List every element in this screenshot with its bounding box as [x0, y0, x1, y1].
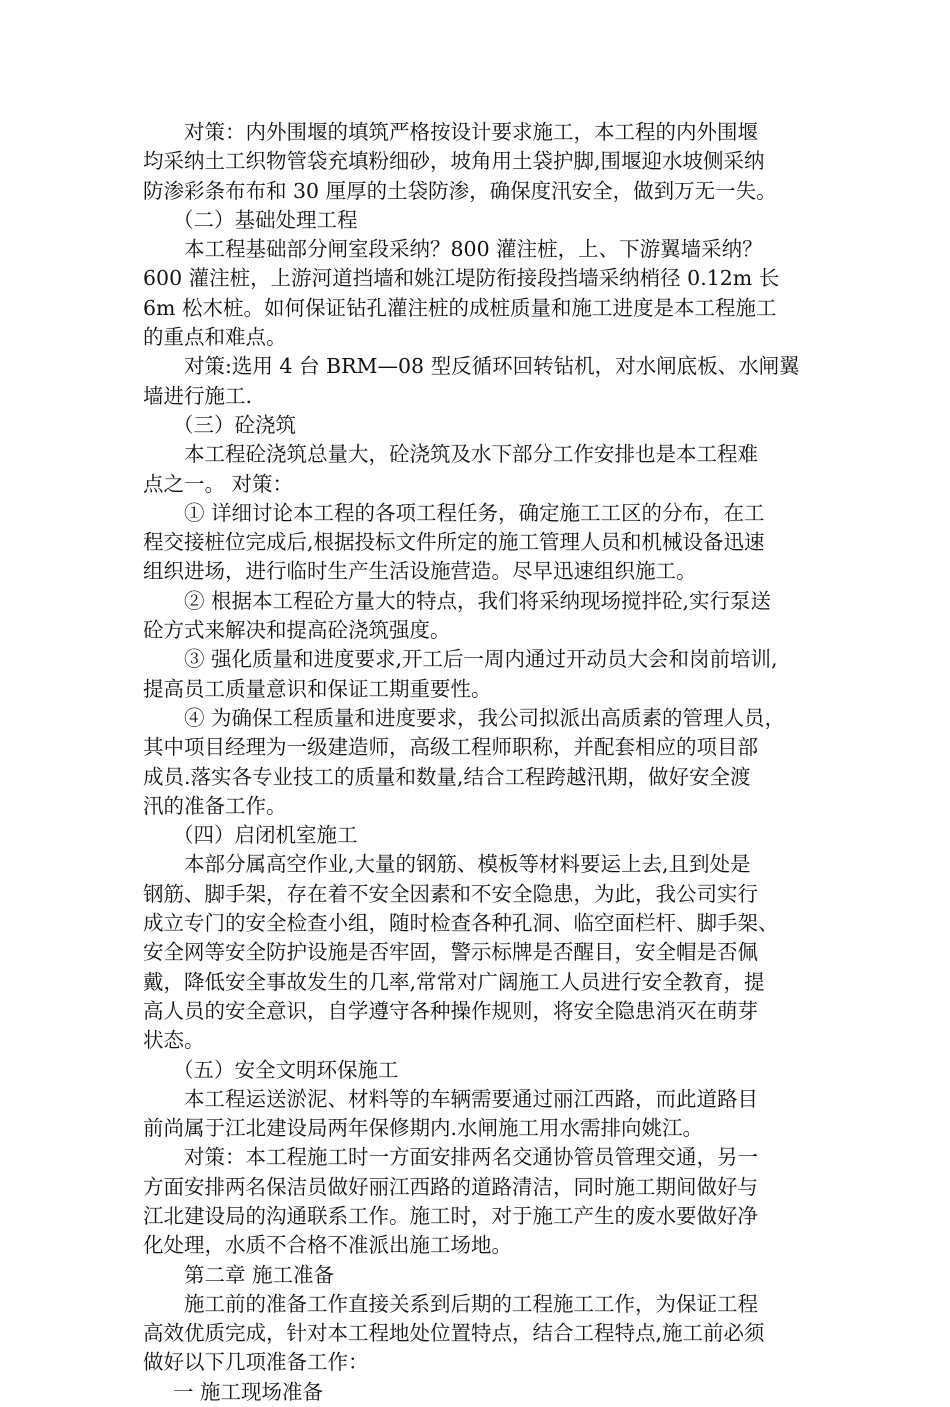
text-line: 施工前的准备工作直接关系到后期的工程施工工作，为保证工程	[184, 1291, 758, 1316]
text-line: 化处理，水质不合格不准派出施工场地。	[143, 1233, 512, 1258]
text-line: 程交接桩位完成后,根据投标文件所定的施工管理人员和机械设备迅速	[143, 530, 765, 555]
text-line: 做好以下几项准备工作：	[143, 1350, 369, 1375]
text-line: 本工程运送淤泥、材料等的车辆需要通过丽江西路，而此道路目	[184, 1086, 758, 1111]
text-line: 汛的准备工作。	[143, 793, 287, 818]
text-line: （二）基础处理工程	[173, 207, 358, 232]
text-line: 砼方式来解决和提高砼浇筑强度。	[143, 618, 451, 643]
document-body	[143, 118, 811, 1407]
text-line: 钢筋、脚手架，存在着不安全因素和不安全隐患，为此，我公司实行	[143, 881, 758, 906]
text-line: 江北建设局的沟通联系工作。施工时，对于施工产生的废水要做好净	[143, 1203, 758, 1228]
text-line: ① 详细讨论本工程的各项工程任务，确定施工工区的分布，在工	[184, 500, 765, 525]
text-line: 高效优质完成，针对本工程地处位置特点，结合工程特点,施工前必须	[143, 1321, 765, 1346]
text-line: 墙进行施工.	[143, 383, 253, 408]
text-line: ④ 为确保工程质量和进度要求，我公司拟派出高质素的管理人员，	[184, 705, 786, 730]
text-line: 一 施工现场准备	[173, 1379, 324, 1404]
text-line: 对策：本工程施工时一方面安排两名交通协管员管理交通，另一	[184, 1145, 758, 1170]
text-line: 的重点和难点。	[143, 325, 287, 350]
text-line: （三）砼浇筑	[173, 412, 296, 437]
text-line: 组织进场，进行临时生产生活设施营造。尽早迅速组织施工。	[143, 559, 697, 584]
text-line: 高人员的安全意识，自学遵守各种操作规则，将安全隐患消灭在萌芽	[143, 998, 758, 1023]
text-line: 防渗彩条布布和 30 厘厚的土袋防渗，确保度汛安全，做到万无一失。	[143, 178, 777, 203]
text-line: 本工程砼浇筑总量大，砼浇筑及水下部分工作安排也是本工程难	[184, 442, 758, 467]
text-line: ② 根据本工程砼方量大的特点，我们将采纳现场搅拌砼,实行泵送	[184, 588, 772, 613]
text-line: 状态。	[143, 1028, 205, 1053]
text-line: 本工程基础部分闸室段采纳？800 灌注桩，上、下游翼墙采纳？	[184, 237, 763, 262]
text-line: 戴，降低安全事故发生的几率,常常对广阔施工人员进行安全教育，提	[143, 969, 765, 994]
text-line: 前尚属于江北建设局两年保修期内.水闸施工用水需排向姚江。	[143, 1116, 704, 1141]
text-line: 方面安排两名保洁员做好丽江西路的道路清洁，同时施工期间做好与	[143, 1174, 758, 1199]
text-line: 600 灌注桩，上游河道挡墙和姚江堤防衔接段挡墙采纳梢径 0.12m 长	[143, 266, 780, 291]
text-line: 第二章 施工准备	[184, 1262, 335, 1287]
text-line: ③ 强化质量和进度要求,开工后一周内通过开动员大会和岗前培训,	[184, 647, 778, 672]
text-line: （四）启闭机室施工	[173, 823, 358, 848]
text-line: 成立专门的安全检查小组，随时检查各种孔洞、临空面栏杆、脚手架、	[143, 911, 779, 936]
text-line: 对策：内外围堰的填筑严格按设计要求施工，本工程的内外围堰	[184, 120, 758, 144]
text-line: （五）安全文明环保施工	[173, 1057, 399, 1082]
text-line: 6m 松木桩。如何保证钻孔灌注桩的成桩质量和施工进度是本工程施工	[143, 295, 777, 320]
text-line: 本部分属高空作业,大量的钢筋、模板等材料要运上去,且到处是	[184, 852, 751, 877]
text-line: 其中项目经理为一级建造师，高级工程师职称，并配套相应的项目部	[143, 735, 758, 760]
text-line: 对策:选用 4 台 BRM—08 型反循环回转钻机，对水闸底板、水闸翼	[184, 354, 800, 379]
text-line: 成员.落实各专业技工的质量和数量,结合工程跨越汛期，做好安全渡	[143, 764, 751, 789]
text-line: 均采纳土工织物管袋充填粉细砂，坡角用土袋护脚,围堰迎水坡侧采纳	[143, 149, 765, 174]
text-line: 安全网等安全防护设施是否牢固，警示标牌是否醒目，安全帽是否佩	[143, 940, 758, 965]
text-line: 提高员工质量意识和保证工期重要性。	[143, 676, 492, 701]
text-line: 点之一。 对策：	[143, 471, 294, 496]
